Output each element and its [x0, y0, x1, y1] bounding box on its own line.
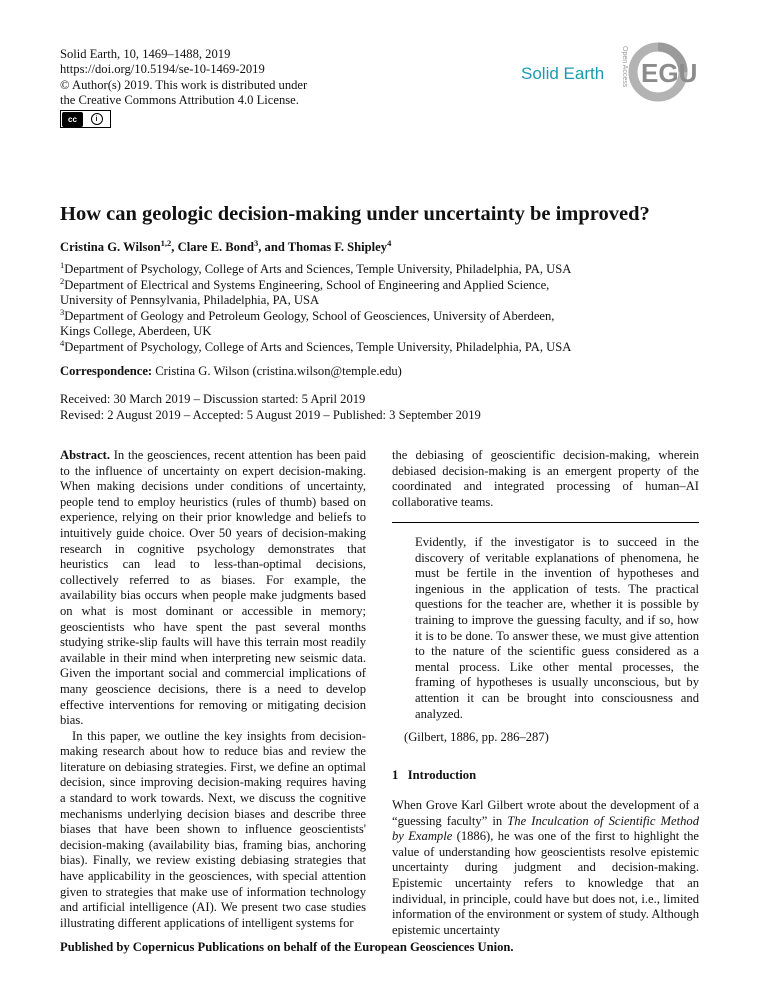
quote-divider [392, 522, 699, 523]
quote-citation: (Gilbert, 1886, pp. 286–287) [404, 730, 549, 744]
abstract-column [60, 448, 366, 931]
publication-dates [60, 392, 481, 423]
affiliation-line: Department of Electrical and Systems Engineering, School of Engineering and Applied Science, [64, 277, 550, 292]
journal-name: Solid Earth [521, 64, 605, 83]
affiliations: $^1$Department of Psychology, College of Arts and Sciences, Temple University, Philadelphia, PA, USA $^2$Department of Electrical and Systems Engineering, School of Engineering and Applied Science, University of Pennsylvania, Philadelphia, PA, USA $^3$Department of Geology and Petroleum Geology, School of Geosciences, University of Aberdeen, Kings College, Aberdeen, UK $^4$Department of Psychology, College of Arts and Sciences, Temple University, Philadelphia, PA, USA [60, 259, 572, 354]
introduction-paragraph: When Grove Karl Gilbert wrote about the development of a “guessing faculty” in The Inculcation of Scientific Method by Example (1886), he was one of the first to highlight the value of understanding how geoscientists resolve epistemic uncertainty during judgment and decision-making. Epistemic uncertainty refers to knowledge that an individual, in principle, could have but does not, i.e., limited information of the environment or system of study. Although epistemic uncertainty [392, 798, 699, 937]
egu-letters: EGU [641, 58, 698, 88]
doi-link[interactable]: https://doi.org/10.5194/se-10-1469-2019 [60, 62, 265, 77]
abstract-paragraph-1: Abstract. In the geosciences, recent attention has been paid to the influence of uncertainty on expert decision-making. When making decisions under conditions of uncertainty, people tend to employ heuristics (rules of thumb) based on experience, relying on their prior knowledge and beliefs to intuitively guide choice. Over 50 years of decision-making research in cognitive psychology demonstrates that heuristics can lead to less-than-optimal decisions, collectively referred to as biases. For example, the availability bias occurs when people make judgments based on what is most dominant or accessible in memory; geoscientists who have spent the past several months studying strike-slip faults will have this terrain most readily available in their mind when interpreting new seismic data. Given the important social and commercial implications of many geoscience decisions, there is a need to develop effective interventions for removing or mitigating decision bias. [60, 448, 366, 728]
affiliation-line: Department of Psychology, College of Arts and Sciences, Temple University, Philadelphia, PA, USA [64, 262, 572, 276]
open-access-label: Open Access [621, 46, 628, 88]
license-line: the Creative Commons Attribution 4.0 License. [60, 92, 299, 107]
correspondence-text[interactable]: Cristina G. Wilson (cristina.wilson@temple.edu) [152, 364, 402, 378]
abstract-paragraph-3: the debiasing of geoscientific decision-making, wherein debiased decision-making is an emergent property of the coordinated and integrated processing of human–AI collaborative teams. [392, 448, 699, 509]
abstract-continued [392, 448, 699, 510]
section-heading-introduction: 1 Introduction [392, 768, 477, 782]
egu-logo-icon [614, 38, 704, 104]
abstract-paragraph-2: In this paper, we outline the key insights from decision-making research about how to reduce bias and review the literature on debiasing strategies. First, we define an optimal decision, since improving decision-making requires having a standard to work towards. Next, we discuss the cognitive mechanisms underlying decision biases and describe three biases that have been shown to influence geoscientists' decision-making (availability bias, framing bias, anchoring bias). Finally, we review existing debiasing strategies that have applicability in the geosciences, with special attention given to strategies that make use of information technology and artificial intelligence (AI). We present two case studies illustrating different applications of intelligent systems for [60, 728, 366, 930]
author-name: Clare E. Bond [177, 240, 254, 254]
author-affiliation: 4 [387, 237, 392, 248]
author-affiliation: 1,2 [160, 237, 172, 248]
cited-book-title: The Inculcation of Scientific Method by Example [392, 813, 699, 844]
epigraph-quote: Evidently, if the investigator is to succeed in the discovery of veritable explanations of phenomena, he must be fertile in the invention of hypotheses and ingenious in the application of tests. The practical questions for the teacher are, whether it is possible by training to improve the guessing faculty, and if so, how it is to be done. To answer these, we must give attention to the nature of the scientific guess considered as a mental process. Like other mental processes, the framing of hypotheses is usually unconscious, but by attention it can be brought into consciousness and analyzed. [415, 535, 699, 721]
citation-header [60, 47, 307, 108]
author-name: Cristina G. Wilson [60, 240, 161, 254]
revised-dates: Revised: 2 August 2019 – Accepted: 5 August 2019 – Published: 3 September 2019 [60, 407, 481, 422]
affiliation-line: Department of Psychology, College of Arts and Sciences, Temple University, Philadelphia, PA, USA [64, 339, 572, 354]
received-dates: Received: 30 March 2019 – Discussion started: 5 April 2019 [60, 392, 366, 406]
publisher-footer: Published by Copernicus Publications on behalf of the European Geosciences Union. [60, 940, 514, 954]
author-name: Thomas F. Shipley [287, 240, 388, 254]
correspondence [60, 364, 402, 379]
affiliation-line: University of Pennsylvania, Philadelphia, PA, USA [60, 293, 320, 307]
by-icon: i [91, 113, 103, 125]
abstract-label: Abstract. [60, 448, 111, 462]
affiliation-line: Kings College, Aberdeen, UK [60, 324, 212, 338]
affiliation-line: Department of Geology and Petroleum Geology, School of Geosciences, University of Aberdeen, [64, 308, 555, 323]
author-list: Cristina G. Wilson$^{1,2}$, Clare E. Bond$^3$, and Thomas F. Shipley$^4$ [60, 237, 392, 254]
paper-title: How can geologic decision-making under uncertainty be improved? [60, 203, 650, 225]
correspondence-label: Correspondence: [60, 364, 153, 378]
journal-citation: Solid Earth, 10, 1469–1488, 2019 [60, 47, 231, 61]
cc-by-license-icon[interactable] [60, 110, 111, 128]
copyright-line: © Author(s) 2019. This work is distributed under [60, 77, 308, 92]
cc-icon: cc [62, 112, 83, 127]
author-affiliation: 3 [254, 237, 259, 248]
